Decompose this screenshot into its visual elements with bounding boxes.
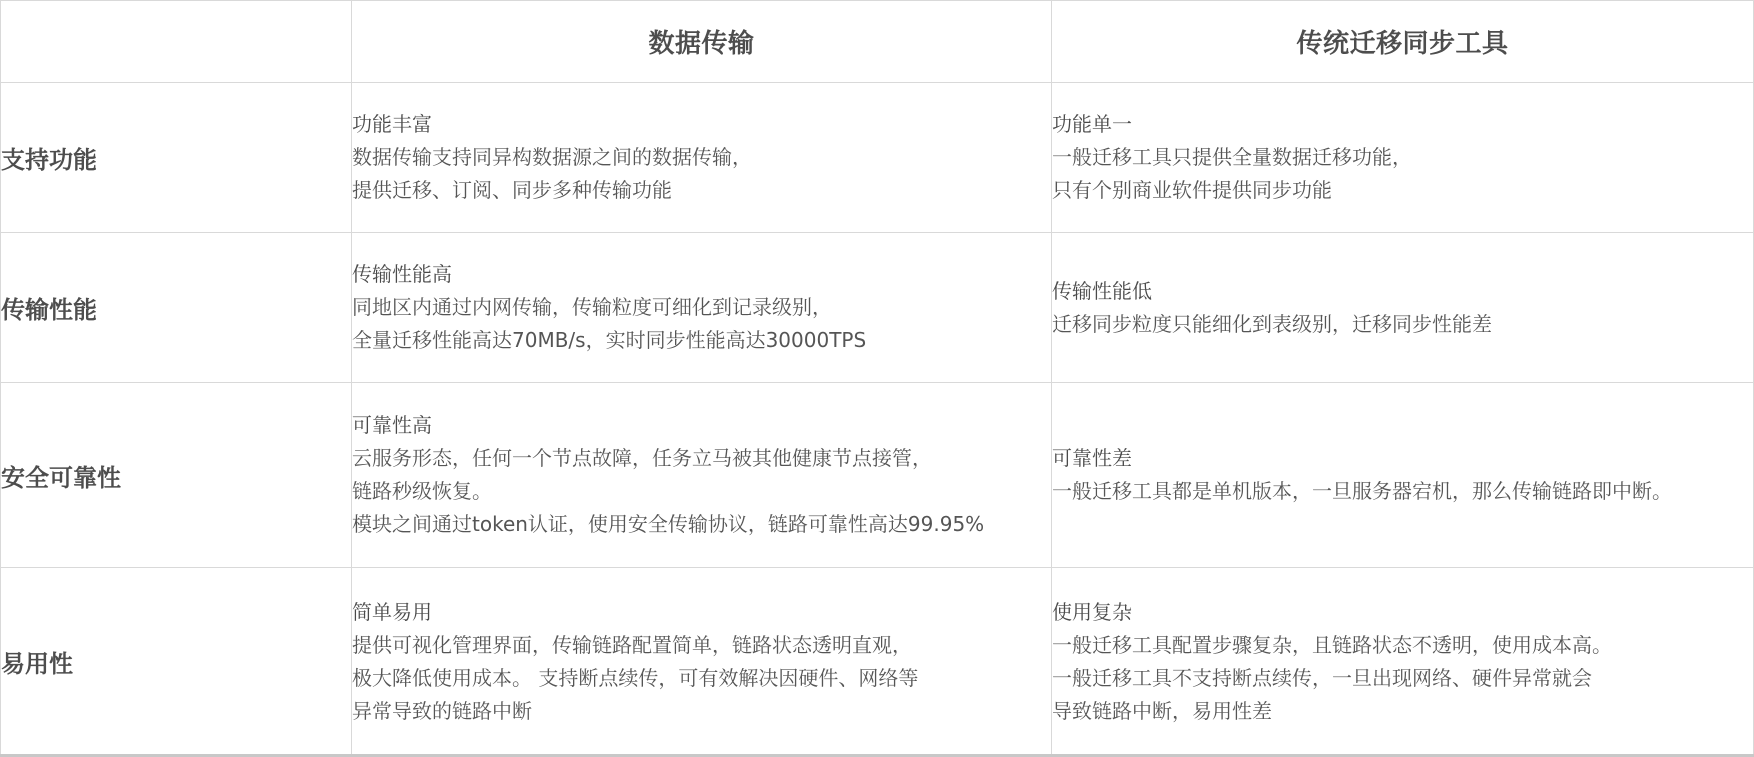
cell-title: 传输性能低 <box>1052 278 1152 303</box>
cell-title: 可靠性高 <box>352 413 432 437</box>
cell-line: 全量迁移性能高达70MB/s，实时同步性能高达30000TPS <box>352 328 867 352</box>
cell-line: 导致链路中断，易用性差 <box>1052 698 1272 723</box>
traditional-cell <box>1052 383 1754 568</box>
row-label: 支持功能 <box>1 83 352 233</box>
cell-line: 异常导致的链路中断 <box>352 698 532 723</box>
traditional-cell <box>1052 83 1754 233</box>
corner-cell <box>1 1 352 83</box>
cell-line: 提供迁移、订阅、同步多种传输功能 <box>352 178 672 202</box>
cell-line: 数据传输支持同异构数据源之间的数据传输， <box>352 145 752 169</box>
cell-line: 一般迁移工具配置步骤复杂，且链路状态不透明，使用成本高。 <box>1052 632 1612 657</box>
data-transfer-cell <box>352 568 1052 756</box>
column-header-data-transfer: 数据传输 <box>352 1 1052 83</box>
table-row <box>1 383 1754 568</box>
cell-line: 云服务形态，任何一个节点故障，任务立马被其他健康节点接管， <box>352 446 932 470</box>
cell-line: 模块之间通过token认证，使用安全传输协议，链路可靠性高达99.95% <box>352 512 985 536</box>
traditional-cell <box>1052 233 1754 383</box>
traditional-cell <box>1052 568 1754 756</box>
cell-title: 可靠性差 <box>1052 446 1132 470</box>
cell-line: 提供可视化管理界面，传输链路配置简单，链路状态透明直观， <box>352 632 912 657</box>
table-row <box>1 568 1754 756</box>
cell-line: 链路秒级恢复。 <box>352 479 492 503</box>
cell-title: 简单易用 <box>352 599 432 624</box>
row-label: 传输性能 <box>1 233 352 383</box>
cell-line: 一般迁移工具都是单机版本，一旦服务器宕机，那么传输链路即中断。 <box>1052 479 1672 503</box>
table-row <box>1 83 1754 233</box>
row-label: 安全可靠性 <box>1 383 352 568</box>
cell-title: 功能单一 <box>1052 112 1132 136</box>
cell-line: 同地区内通过内网传输，传输粒度可细化到记录级别， <box>352 295 832 319</box>
cell-line: 一般迁移工具不支持断点续传，一旦出现网络、硬件异常就会 <box>1052 665 1592 690</box>
cell-title: 传输性能高 <box>352 262 452 286</box>
data-transfer-cell <box>352 383 1052 568</box>
cell-line: 一般迁移工具只提供全量数据迁移功能， <box>1052 145 1412 169</box>
cell-line: 极大降低使用成本。 支持断点续传，可有效解决因硬件、网络等 <box>352 665 919 690</box>
row-label: 易用性 <box>1 568 352 756</box>
cell-line: 只有个别商业软件提供同步功能 <box>1052 178 1332 202</box>
table-row <box>1 233 1754 383</box>
data-transfer-cell <box>352 83 1052 233</box>
data-transfer-cell <box>352 233 1052 383</box>
cell-title: 使用复杂 <box>1052 599 1132 624</box>
table-header-row <box>1 1 1754 83</box>
column-header-traditional-tool: 传统迁移同步工具 <box>1052 1 1754 83</box>
cell-line: 迁移同步粒度只能细化到表级别，迁移同步性能差 <box>1052 311 1492 336</box>
cell-title: 功能丰富 <box>352 112 432 136</box>
